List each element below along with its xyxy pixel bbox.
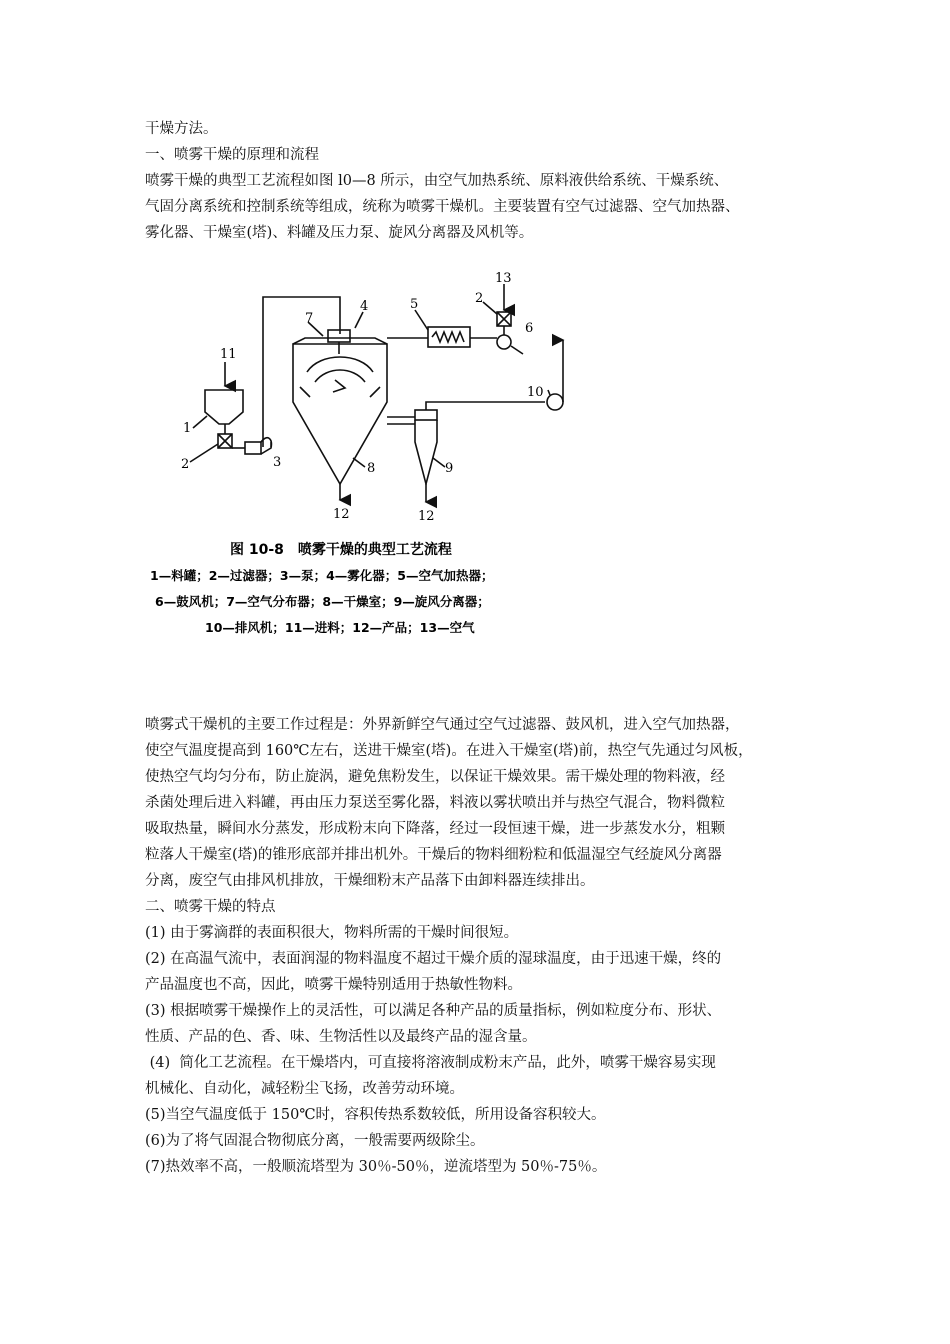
label-13: 13 [495, 271, 512, 286]
list-item-continuation: 机械化、自动化，减轻粉尘飞扬，改善劳动环境。 [145, 1081, 464, 1097]
label-2-feed: 2 [181, 457, 190, 472]
leader-line [483, 302, 497, 314]
label-8: 8 [367, 461, 376, 476]
filter-cross [497, 312, 511, 326]
exhaust-duct [426, 402, 545, 410]
flow-arrow-mark [370, 387, 380, 397]
label-12-chamber: 12 [333, 507, 350, 522]
swirl-arc [333, 380, 345, 392]
figure-title: 图 10-8 喷雾干燥的典型工艺流程 [230, 542, 452, 558]
paragraph-line: 气固分离系统和控制系统等组成，统称为喷雾干燥机。主要装置有空气过滤器、空气加热器、 [145, 199, 740, 215]
leader-line [190, 444, 218, 462]
leader-line [353, 458, 365, 467]
section2-heading: 二、喷雾干燥的特点 [145, 899, 276, 915]
feed-filter-cross [218, 434, 232, 448]
list-item: (5)当空气温度低于 150℃时，容积传热系数较低，所用设备容积较大。 [145, 1107, 606, 1123]
section1-paragraph [145, 168, 810, 246]
flow-arrow-mark [300, 387, 310, 397]
label-6: 6 [525, 321, 534, 336]
label-3: 3 [273, 455, 282, 470]
paragraph-line: 使热空气均匀分布，防止旋涡，避免焦粉发生，以保证干燥效果。需干燥处理的物料液，经 [145, 769, 725, 785]
label-7: 7 [305, 311, 314, 326]
label-2-air: 2 [475, 291, 484, 306]
intro-line: 干燥方法。 [145, 121, 218, 137]
label-11: 11 [220, 347, 237, 362]
leader-line [415, 310, 428, 330]
air-heater [428, 327, 470, 347]
label-10: 10 [527, 385, 544, 400]
list-item: (1) 由于雾滴群的表面积很大，物料所需的干燥时间很短。 [145, 925, 519, 941]
list-item: (7)热效率不高，一般顺流塔型为 30％-50％，逆流塔型为 50％-75％。 [145, 1159, 607, 1175]
paragraph-line: 吸取热量，瞬间水分蒸发，形成粉末向下降落，经过一段恒速干燥，进一步蒸发水分，粗颗 [145, 821, 725, 837]
list-item: (4) 简化工艺流程。在干燥塔内，可直接将溶液制成粉末产品，此外，喷雾干燥容易实现 [145, 1055, 716, 1071]
leader-line [511, 346, 523, 354]
list-item: (2) 在高温气流中，表面润湿的物料温度不超过干燥介质的湿球温度，由于迅速干燥，终的 [145, 951, 722, 967]
feed-tank [205, 390, 243, 424]
cyclone-top [415, 410, 437, 420]
label-4: 4 [360, 299, 369, 314]
section1-heading: 一、喷雾干燥的原理和流程 [145, 147, 319, 163]
swirl-arc [315, 370, 365, 382]
label-9: 9 [445, 461, 454, 476]
paragraph-line: 雾化器、干燥室(塔)、料罐及压力泵、旋风分离器及风机等。 [145, 225, 534, 241]
list-item-continuation: 产品温度也不高，因此，喷雾干燥特别适用于热敏性物料。 [145, 977, 522, 993]
paragraph-line: 使空气温度提高到 160℃左右，送进干燥室(塔)。在进入干燥室(塔)前，热空气先通过匀风板， [145, 743, 753, 759]
leader-line [193, 416, 207, 428]
list-item-continuation: 性质、产品的色、香、味、生物活性以及最终产品的湿含量。 [145, 1029, 537, 1045]
leader-line [355, 312, 363, 328]
paragraph-line: 喷雾干燥的典型工艺流程如图 l0—8 所示，由空气加热系统、原料液供给系统、干燥系统、 [145, 173, 729, 189]
list-item: (3) 根据喷雾干燥操作上的灵活性，可以满足各种产品的质量指标，例如粒度分布、形状、 [145, 1003, 722, 1019]
paragraph-line: 杀菌处理后进入料罐，再由压力泵送至雾化器，料液以雾状喷出并与热空气混合，物料微粒 [145, 795, 725, 811]
leader-line [433, 458, 445, 467]
atomizer [328, 330, 350, 342]
paragraph-line: 喷雾式干燥机的主要工作过程是：外界新鲜空气通过空气过滤器、鼓风机，进入空气加热器， [145, 717, 740, 733]
figure-legend-line: 6—鼓风机；7—空气分布器；8—干燥室；9—旋风分离器； [155, 594, 490, 609]
label-12-cyclone: 12 [418, 509, 435, 524]
figure-legend-line: 1—料罐；2—过滤器；3—泵；4—雾化器；5—空气加热器； [150, 568, 494, 583]
chamber-top [293, 338, 387, 344]
list-item: (6)为了将气固混合物彻底分离，一般需要两级除尘。 [145, 1133, 485, 1149]
blower [497, 335, 511, 349]
leader-line [548, 390, 550, 395]
heater-coil [432, 332, 464, 342]
process-flow-diagram [145, 262, 620, 657]
paragraph-line: 粒落人干燥室(塔)的锥形底部并排出机外。干燥后的物料细粉粒和低温湿空气经旋风分离器 [145, 847, 722, 863]
process-paragraph [145, 712, 810, 894]
pump [245, 442, 261, 454]
label-1: 1 [183, 421, 192, 436]
paragraph-line: 分离，废空气由排风机排放，干燥细粉末产品落下由卸料器连续排出。 [145, 873, 595, 889]
label-5: 5 [410, 297, 419, 312]
features-list [145, 920, 810, 1180]
exhaust-fan [547, 394, 563, 410]
process-flow-figure [145, 262, 620, 657]
cyclone-body [415, 420, 437, 484]
figure-legend-line: 10—排风机；11—进料；12—产品；13—空气 [205, 620, 475, 635]
